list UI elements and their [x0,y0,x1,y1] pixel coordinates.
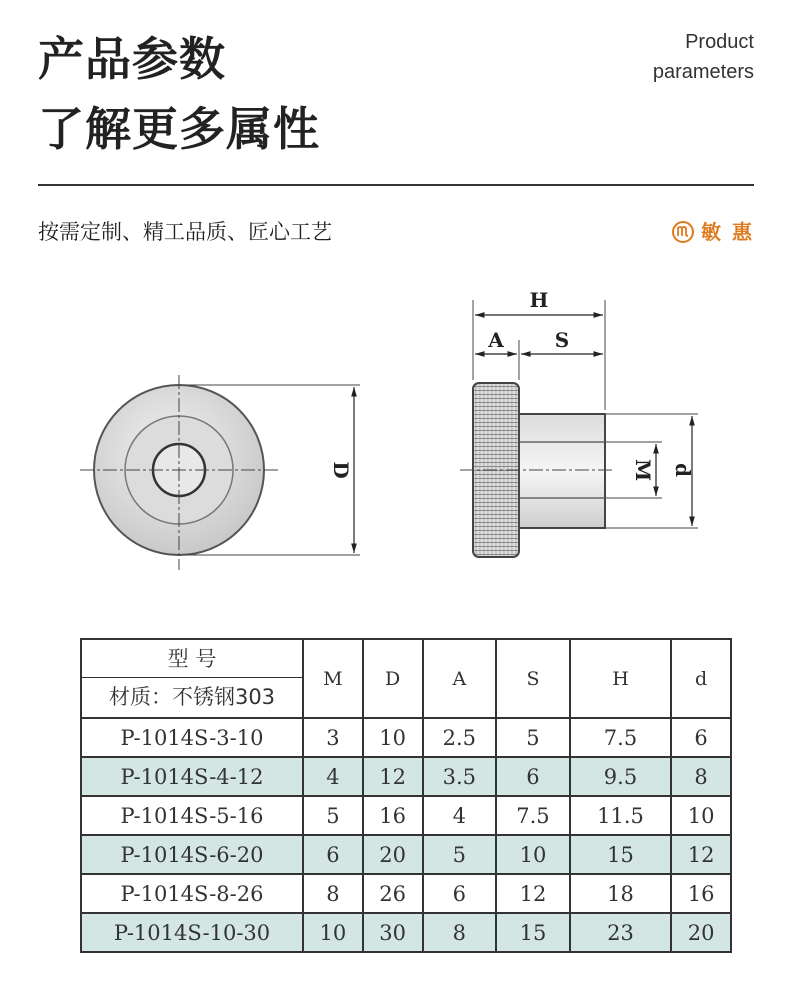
dim-A-label: A [488,328,504,352]
cell-S: 5 [496,718,570,757]
cell-d: 6 [671,718,731,757]
brand-logo-icon [671,220,695,244]
table-row [81,757,731,796]
side-shaft [519,414,605,528]
cell-d: 12 [671,835,731,874]
cell-S: 15 [496,913,570,952]
col-header-H: H [570,639,671,718]
header-model-label: 型 号 [82,640,302,678]
cell-D: 10 [363,718,423,757]
english-title-line1: Product [685,31,754,53]
cell-H: 7.5 [570,718,671,757]
cell-A: 4 [423,796,497,835]
side-view [460,288,698,557]
cell-model: P-1014S-8-26 [81,874,303,913]
cell-model: P-1014S-4-12 [81,757,303,796]
spec-table [80,638,732,953]
cell-d: 10 [671,796,731,835]
table-row [81,835,731,874]
col-header-d: d [671,639,731,718]
cell-d: 16 [671,874,731,913]
col-header-M: M [303,639,363,718]
cell-A: 5 [423,835,497,874]
cell-D: 26 [363,874,423,913]
cell-A: 2.5 [423,718,497,757]
header-divider [38,184,754,186]
cell-H: 18 [570,874,671,913]
page-subtitle: 了解更多属性 [38,102,320,156]
table-row [81,796,731,835]
dim-D-label: D [329,461,353,479]
cell-model: P-1014S-3-10 [81,718,303,757]
tagline: 按需定制、精工品质、匠心工艺 [38,220,332,244]
cell-M: 3 [303,718,363,757]
dim-S-label: S [554,328,570,352]
cell-H: 11.5 [570,796,671,835]
cell-S: 12 [496,874,570,913]
cell-model: P-1014S-5-16 [81,796,303,835]
cell-A: 3.5 [423,757,497,796]
cell-A: 8 [423,913,497,952]
cell-H: 15 [570,835,671,874]
col-header-A: A [423,639,497,718]
col-header-D: D [363,639,423,718]
cell-D: 16 [363,796,423,835]
cell-M: 10 [303,913,363,952]
brand-logo [671,220,754,244]
dim-d-label: d [671,463,695,477]
cell-M: 6 [303,835,363,874]
dim-H-label: H [529,288,549,312]
cell-d: 8 [671,757,731,796]
spec-table-header [81,639,731,718]
cell-A: 6 [423,874,497,913]
header-material-label: 材质：不锈钢303 [108,685,276,709]
cell-H: 9.5 [570,757,671,796]
english-title-line2: parameters [652,61,754,83]
col-header-S: S [496,639,570,718]
cell-d: 20 [671,913,731,952]
cell-M: 4 [303,757,363,796]
cell-D: 12 [363,757,423,796]
dim-M-label: M [631,458,655,482]
cell-M: 8 [303,874,363,913]
cell-model: P-1014S-10-30 [81,913,303,952]
header-model-cell [81,639,303,718]
page-title: 产品参数 [38,32,226,86]
table-row [81,913,731,952]
table-row [81,874,731,913]
cell-S: 6 [496,757,570,796]
cell-S: 10 [496,835,570,874]
front-view [80,375,360,570]
cell-D: 30 [363,913,423,952]
cell-model: P-1014S-6-20 [81,835,303,874]
cell-D: 20 [363,835,423,874]
cell-S: 7.5 [496,796,570,835]
brand-name: 敏 惠 [701,220,754,244]
cell-H: 23 [570,913,671,952]
table-row [81,718,731,757]
technical-drawing [0,270,790,600]
cell-M: 5 [303,796,363,835]
